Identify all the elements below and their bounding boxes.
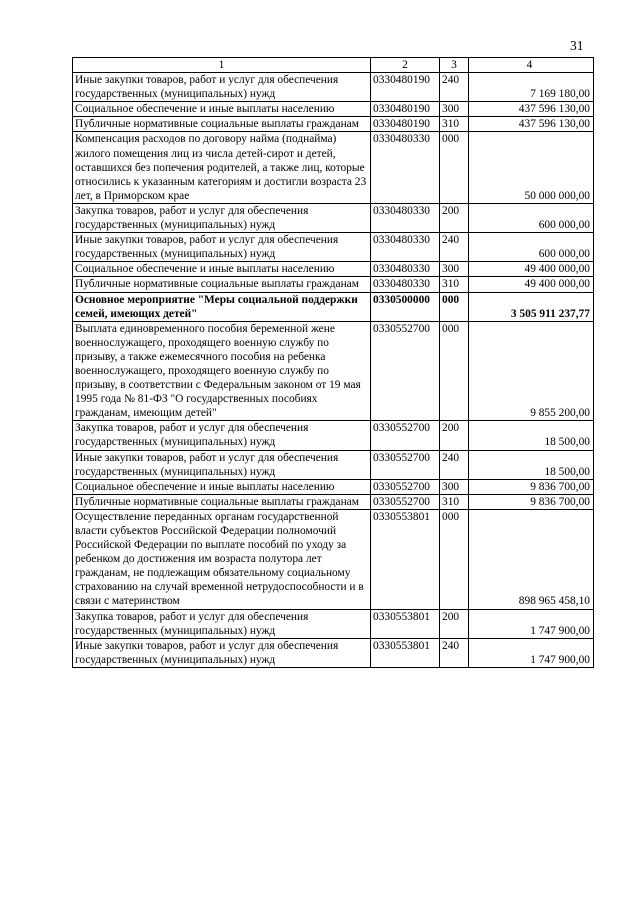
row-code: 0330552700 <box>371 494 440 509</box>
budget-table <box>72 57 594 668</box>
row-name: Иные закупки товаров, работ и услуг для обеспечения государственных (муниципальных) нужд <box>73 638 371 667</box>
table-header-row <box>73 58 594 73</box>
row-amount: 49 400 000,00 <box>469 277 594 292</box>
row-type: 000 <box>440 321 469 421</box>
table-row <box>73 203 594 232</box>
row-amount: 600 000,00 <box>469 233 594 262</box>
row-name: Иные закупки товаров, работ и услуг для обеспечения государственных (муниципальных) нужд <box>73 450 371 479</box>
page-number: 31 <box>570 38 584 53</box>
table-row <box>73 450 594 479</box>
row-amount: 7 169 180,00 <box>469 73 594 102</box>
row-code: 0330480190 <box>371 117 440 132</box>
row-code: 0330480190 <box>371 73 440 102</box>
table-row <box>73 479 594 494</box>
row-code: 0330553801 <box>371 609 440 638</box>
row-amount: 1 747 900,00 <box>469 609 594 638</box>
row-type: 310 <box>440 277 469 292</box>
row-name: Компенсация расходов по договору найма (поднайма) жилого помещения лиц из числа детей-сирот и детей, оставшихся без попечения родителей, а также лиц, которые относились к указанным категориям и достигли возраста 23 лет, в Приморском крае <box>73 132 371 203</box>
row-code: 0330480330 <box>371 277 440 292</box>
table-row <box>73 509 594 609</box>
row-code: 0330480190 <box>371 102 440 117</box>
budget-table-body <box>73 58 594 668</box>
row-amount: 437 596 130,00 <box>469 117 594 132</box>
row-type: 300 <box>440 262 469 277</box>
row-type: 000 <box>440 292 469 321</box>
row-name: Закупка товаров, работ и услуг для обеспечения государственных (муниципальных) нужд <box>73 421 371 450</box>
table-row <box>73 73 594 102</box>
row-amount: 9 855 200,00 <box>469 321 594 421</box>
row-type: 200 <box>440 609 469 638</box>
row-amount: 1 747 900,00 <box>469 638 594 667</box>
row-type: 200 <box>440 203 469 232</box>
row-amount: 49 400 000,00 <box>469 262 594 277</box>
row-code: 0330500000 <box>371 292 440 321</box>
row-type: 300 <box>440 102 469 117</box>
row-amount: 898 965 458,10 <box>469 509 594 609</box>
column-header-4: 4 <box>469 58 594 73</box>
row-code: 0330552700 <box>371 479 440 494</box>
row-amount: 3 505 911 237,77 <box>469 292 594 321</box>
row-type: 240 <box>440 73 469 102</box>
row-code: 0330480330 <box>371 203 440 232</box>
table-row <box>73 609 594 638</box>
row-type: 240 <box>440 233 469 262</box>
row-amount: 9 836 700,00 <box>469 494 594 509</box>
table-row <box>73 233 594 262</box>
table-row <box>73 117 594 132</box>
row-amount: 600 000,00 <box>469 203 594 232</box>
row-name: Социальное обеспечение и иные выплаты населению <box>73 102 371 117</box>
column-header-1: 1 <box>73 58 371 73</box>
row-code: 0330480330 <box>371 233 440 262</box>
column-header-2: 2 <box>371 58 440 73</box>
row-amount: 9 836 700,00 <box>469 479 594 494</box>
row-name: Социальное обеспечение и иные выплаты населению <box>73 262 371 277</box>
row-type: 300 <box>440 479 469 494</box>
row-code: 0330552700 <box>371 450 440 479</box>
row-name: Публичные нормативные социальные выплаты гражданам <box>73 494 371 509</box>
row-code: 0330552700 <box>371 421 440 450</box>
row-name: Закупка товаров, работ и услуг для обеспечения государственных (муниципальных) нужд <box>73 609 371 638</box>
row-name: Публичные нормативные социальные выплаты гражданам <box>73 117 371 132</box>
table-row <box>73 638 594 667</box>
row-code: 0330552700 <box>371 321 440 421</box>
row-code: 0330553801 <box>371 509 440 609</box>
table-row <box>73 262 594 277</box>
table-row <box>73 292 594 321</box>
row-name: Осуществление переданных органам государственной власти субъектов Российской Федерации полномочий Российской Федерации по выплате пособий по уходу за ребенком до достижения им возраста полутора лет гражданам, не подлежащим обязательному социальному страхованию на случай временной нетрудоспособности и в связи с материнством <box>73 509 371 609</box>
row-code: 0330480330 <box>371 132 440 203</box>
row-type: 000 <box>440 132 469 203</box>
row-amount: 18 500,00 <box>469 450 594 479</box>
row-amount: 18 500,00 <box>469 421 594 450</box>
row-name: Основное мероприятие "Меры социальной поддержки семей, имеющих детей" <box>73 292 371 321</box>
table-row <box>73 494 594 509</box>
row-code: 0330480330 <box>371 262 440 277</box>
row-type: 240 <box>440 638 469 667</box>
table-row <box>73 277 594 292</box>
row-name: Публичные нормативные социальные выплаты гражданам <box>73 277 371 292</box>
row-name: Иные закупки товаров, работ и услуг для обеспечения государственных (муниципальных) нужд <box>73 73 371 102</box>
row-name: Социальное обеспечение и иные выплаты населению <box>73 479 371 494</box>
table-row <box>73 132 594 203</box>
row-name: Закупка товаров, работ и услуг для обеспечения государственных (муниципальных) нужд <box>73 203 371 232</box>
row-name: Иные закупки товаров, работ и услуг для обеспечения государственных (муниципальных) нужд <box>73 233 371 262</box>
table-row <box>73 321 594 421</box>
table-row <box>73 421 594 450</box>
column-header-3: 3 <box>440 58 469 73</box>
row-type: 240 <box>440 450 469 479</box>
row-type: 000 <box>440 509 469 609</box>
row-type: 310 <box>440 494 469 509</box>
row-type: 310 <box>440 117 469 132</box>
row-amount: 50 000 000,00 <box>469 132 594 203</box>
row-amount: 437 596 130,00 <box>469 102 594 117</box>
row-name: Выплата единовременного пособия беременной жене военнослужащего, проходящего военную службу по призыву, а также ежемесячного пособия на ребенка военнослужащего, проходящего военную службу по призыву, в соответствии с Федеральным законом от 19 мая 1995 года № 81-ФЗ "О государственных пособиях гражданам, имеющим детей" <box>73 321 371 421</box>
row-type: 200 <box>440 421 469 450</box>
row-code: 0330553801 <box>371 638 440 667</box>
table-row <box>73 102 594 117</box>
